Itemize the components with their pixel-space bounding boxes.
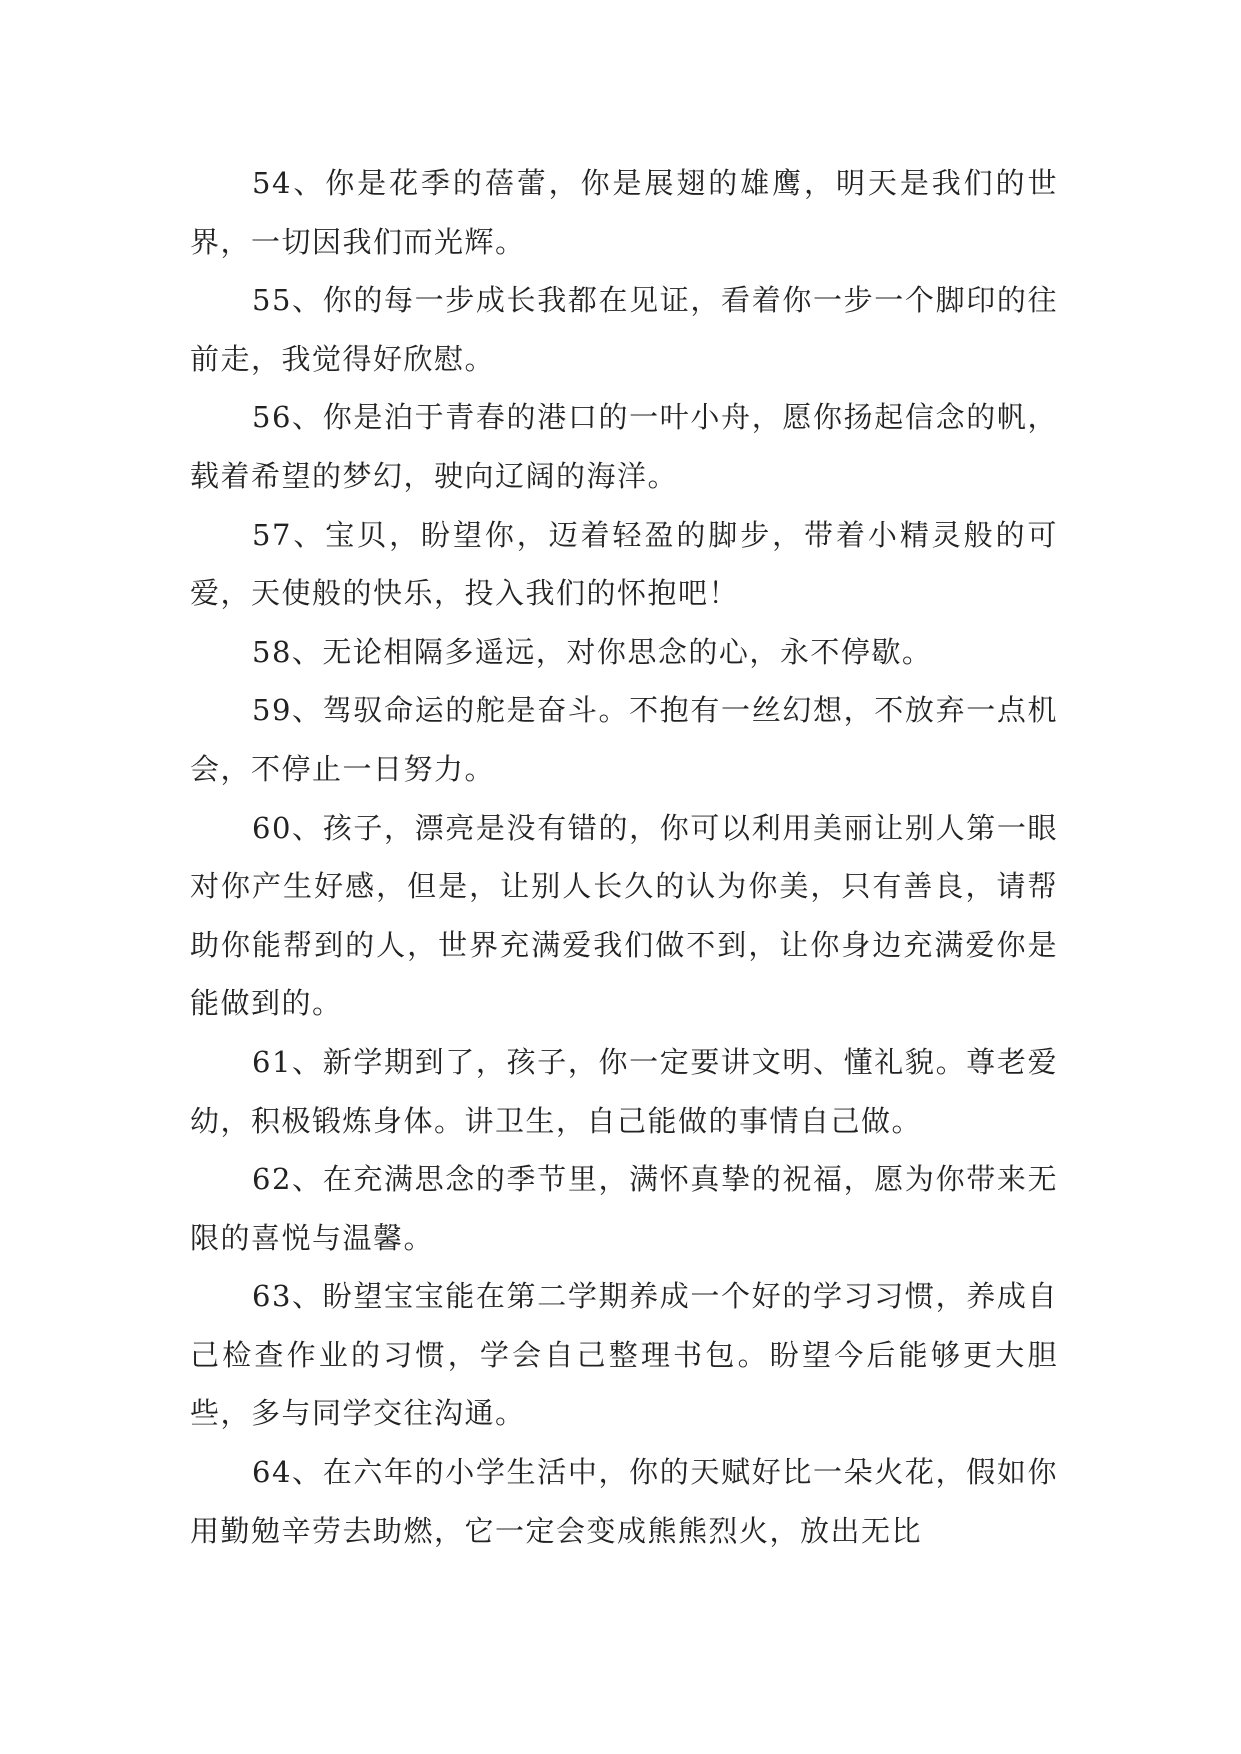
paragraph-57: 57、宝贝，盼望你，迈着轻盈的脚步，带着小精灵般的可爱，天使般的快乐，投入我们的怀抱吧！ [190, 517, 1058, 611]
paragraph-64: 64、在六年的小学生活中，你的天赋好比一朵火花，假如你用勤勉辛劳去助燃，它一定会变成熊熊烈火，放出无比 [190, 1455, 1058, 1548]
paragraph-63: 63、盼望宝宝能在第二学期养成一个好的学习习惯，养成自己检查作业的习惯，学会自己整理书包。盼望今后能够更大胆些，多与同学交往沟通。 [190, 1279, 1058, 1431]
paragraph-56: 56、你是泊于青春的港口的一叶小舟，愿你扬起信念的帆，载着希望的梦幻，驶向辽阔的海洋。 [190, 400, 1058, 493]
paragraph-54: 54、你是花季的蓓蕾，你是展翅的雄鹰，明天是我们的世界，一切因我们而光辉。 [190, 166, 1058, 259]
paragraph-62: 62、在充满思念的季节里，满怀真挚的祝福，愿为你带来无限的喜悦与温馨。 [190, 1162, 1058, 1255]
paragraph-59: 59、驾驭命运的舵是奋斗。不抱有一丝幻想，不放弃一点机会，不停止一日努力。 [190, 693, 1058, 786]
body-text [190, 154, 1058, 1560]
paragraph-61: 61、新学期到了，孩子，你一定要讲文明、懂礼貌。尊老爱幼，积极锻炼身体。讲卫生，自己能做的事情自己做。 [190, 1044, 1058, 1138]
paragraph-55: 55、你的每一步成长我都在见证，看着你一步一个脚印的往前走，我觉得好欣慰。 [190, 283, 1058, 376]
paragraph-60: 60、孩子，漂亮是没有错的，你可以利用美丽让别人第一眼对你产生好感，但是，让别人长久的认为你美，只有善良，请帮助你能帮到的人，世界充满爱我们做不到，让你身边充满爱你是能做到的。 [190, 810, 1058, 1021]
paragraph-58: 58、无论相隔多遥远，对你思念的心，永不停歇。 [252, 634, 933, 669]
